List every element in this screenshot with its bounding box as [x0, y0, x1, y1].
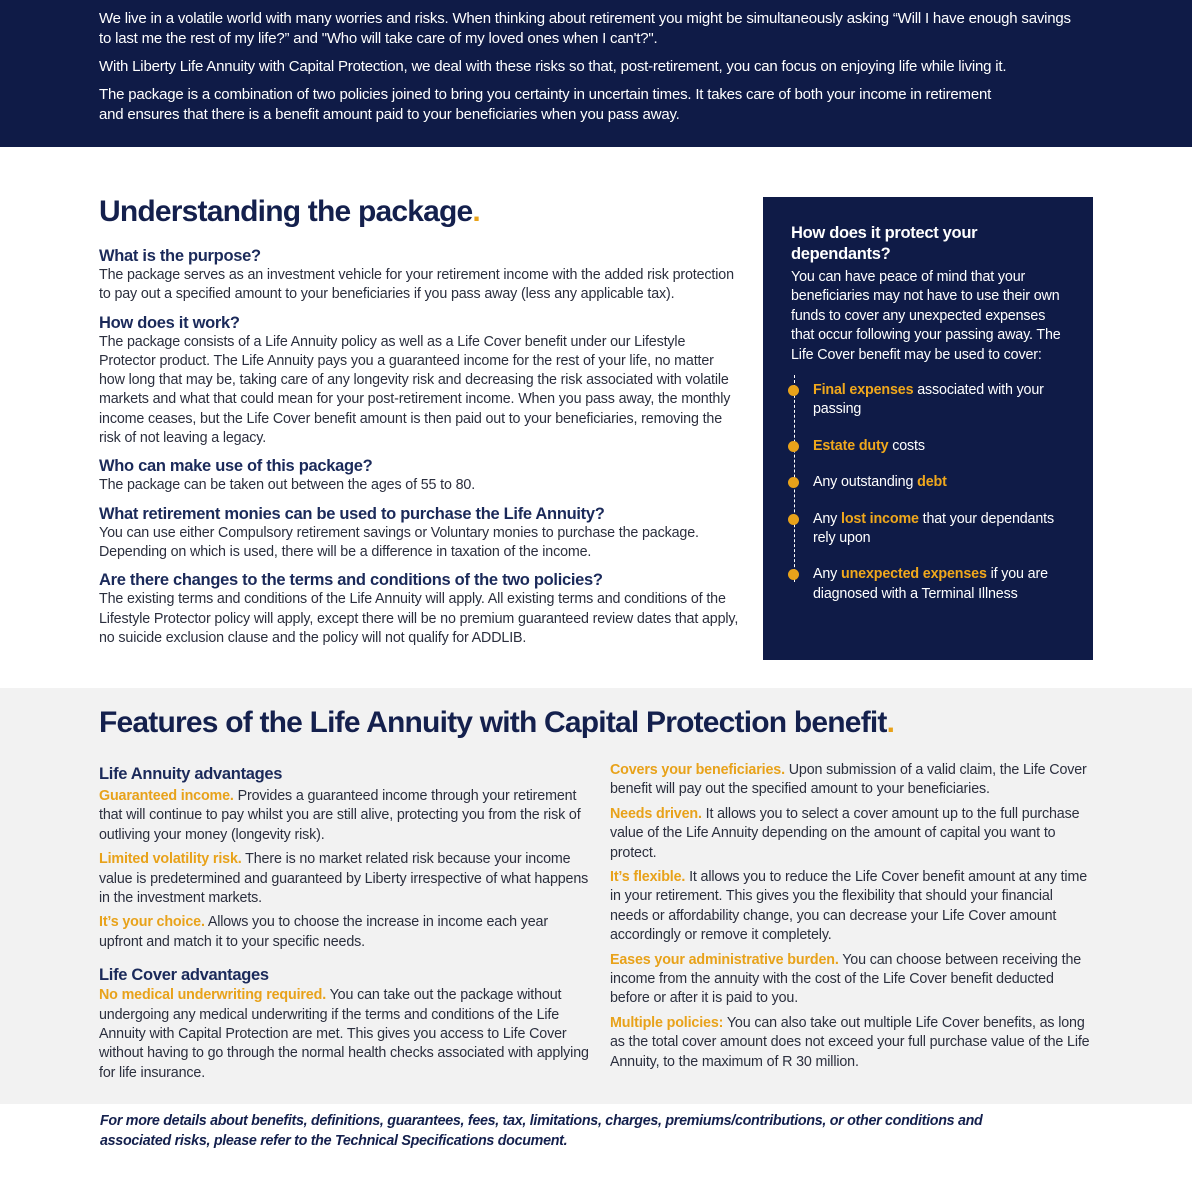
feature-item: Covers your beneficiaries. Upon submission of a valid claim, the Life Cover benefit will pay out the specified amount to your beneficiaries.	[610, 762, 1087, 798]
callout-bullet: Any outstanding debt	[813, 473, 1068, 492]
bullet-highlight: Final expenses	[813, 382, 914, 399]
features-right-column	[610, 761, 1090, 1077]
bullet-dot-icon	[788, 514, 799, 525]
features-left-column	[99, 763, 589, 1088]
feature-label: Eases your administrative burden.	[610, 951, 839, 968]
feature-label: Covers your beneficiaries.	[610, 762, 785, 778]
feature-item: Guaranteed income. Provides a guaranteed income through your retirement that will continue to pay whilst you are still alive, protecting you from the risk of outliving your money (longevity risk).	[99, 788, 581, 843]
bullet-dot-icon	[788, 569, 799, 580]
faq-answer: The package can be taken out between the ages of 55 to 80.	[99, 477, 476, 494]
faq-answer: The package consists of a Life Annuity policy as well as a Life Cover benefit under our Lifestyle Protector product. The Life Annuity pays you a guaranteed income for the rest of your life, no matter how long that may be, taking care of any longevity risk and decreasing the risk associated with volatile markets and what that could mean for your post-retirement income. When you pass away, the monthly income ceases, but the Life Cover benefit amount is then paid out to your beneficiaries, removing the risk of not leaving a legacy.	[99, 333, 731, 447]
title-accent-dot: .	[472, 195, 480, 228]
faq-question: Are there changes to the terms and conditions of the two policies?	[99, 571, 603, 590]
bullet-highlight: unexpected expenses	[841, 566, 987, 583]
faq-item	[99, 570, 739, 648]
faq-item	[99, 504, 739, 563]
feature-label: Limited volatility risk.	[99, 851, 242, 868]
callout-bullet: Estate duty costs	[813, 437, 1068, 456]
feature-label: It’s flexible.	[610, 869, 686, 886]
feature-label: Multiple policies:	[610, 1014, 724, 1031]
features-title: Features of the Life Annuity with Capital Protection benefit.	[99, 706, 895, 739]
faq-item	[99, 456, 739, 495]
faq-item	[99, 313, 739, 449]
callout-title: How does it protect your dependants?	[791, 224, 978, 263]
callout-bullet: Final expenses associated with your passing	[813, 381, 1068, 420]
feature-item: Needs driven. It allows you to select a cover amount up to the full purchase value of the Life Annuity depending on the amount of capital you want to protect.	[610, 805, 1080, 861]
title-accent-dot: .	[886, 706, 895, 739]
feature-label: Needs driven.	[610, 805, 702, 822]
feature-item: Eases your administrative burden. You can choose between receiving the income from the annuity with the cost of the Life Cover benefit deducted before or after it is paid to you.	[610, 951, 1082, 1007]
feature-item: It’s your choice. Allows you to choose the increase in income each year upfront and match it to your specific needs.	[99, 914, 548, 950]
dependants-callout	[763, 197, 1093, 660]
understanding-title: Understanding the package.	[99, 195, 480, 228]
intro-band	[0, 0, 1192, 147]
faq-answer: You can use either Compulsory retirement savings or Voluntary monies to purchase the package. Depending on which is used, there will be a difference in taxation of the income.	[99, 524, 699, 560]
bullet-dot-icon	[788, 477, 799, 488]
intro-paragraph: We live in a volatile world with many worries and risks. When thinking about retirement you might be simultaneously asking “Will I have enough savings to last me the rest of my life?” and "Who will take care of my loved ones when I can't?".	[99, 10, 1071, 47]
callout-bullet-list	[791, 381, 1069, 604]
feature-label: It’s your choice.	[99, 914, 205, 931]
feature-item: Limited volatility risk. There is no market related risk because your income value is predetermined and guaranteed by Liberty irrespective of what happens in the investment markets.	[99, 851, 589, 907]
bullet-highlight: lost income	[841, 510, 919, 527]
faq-answer: The package serves as an investment vehicle for your retirement income with the added risk protection to pay out a specified amount to your beneficiaries if you pass away (less any applicable tax).	[99, 267, 734, 303]
intro-paragraph: With Liberty Life Annuity with Capital Protection, we deal with these risks so that, post-retirement, you can focus on enjoying life while living it.	[99, 58, 1007, 75]
bullet-highlight: debt	[917, 474, 947, 491]
faq-question: How does it work?	[99, 313, 240, 332]
faq-question: Who can make use of this package?	[99, 457, 373, 476]
faq-question: What is the purpose?	[99, 247, 261, 265]
callout-body: You can have peace of mind that your beneficiaries may not have to use their own funds to cover any unexpected expenses that occur following your passing away. The Life Cover benefit may be used to cover:	[791, 269, 1061, 363]
bullet-dot-icon	[788, 385, 799, 396]
life-annuity-heading: Life Annuity advantages	[99, 765, 283, 783]
faq-item	[99, 246, 739, 305]
faq-answer: The existing terms and conditions of the Life Annuity will apply. All existing terms and conditions of the Lifestyle Protector policy will apply, except there will be no premium guaranteed review dates that apply, no suicide exclusion clause and the policy will not qualify for ADDLIB.	[99, 591, 739, 646]
feature-label: Guaranteed income.	[99, 788, 234, 804]
feature-item: It’s flexible. It allows you to reduce the Life Cover benefit amount at any time in your retirement. This gives you the flexibility that should your financial needs or affordability change, you can decrease your Life Cover amount accordingly or remove it completely.	[610, 869, 1088, 944]
faq-question: What retirement monies can be used to purchase the Life Annuity?	[99, 504, 605, 523]
feature-item: No medical underwriting required. You can take out the package without undergoing any medical underwriting if the terms and conditions of the Life Annuity with Capital Protection are met. This gives you access to Life Cover without having to go through the normal health checks associated with applying for life insurance.	[99, 987, 589, 1081]
bullet-dot-icon	[788, 441, 799, 452]
life-cover-heading: Life Cover advantages	[99, 966, 269, 985]
feature-label: No medical underwriting required.	[99, 987, 327, 1004]
feature-item: Multiple policies: You can also take out multiple Life Cover benefits, as long as the total cover amount does not exceed your full purchase value of the Life Annuity, to the maximum of R 30 million.	[610, 1014, 1090, 1070]
features-section	[0, 688, 1192, 1104]
intro-paragraph: The package is a combination of two policies joined to bring you certainty in uncertain times. It takes care of both your income in retirement and ensures that there is a benefit amount paid to your beneficiaries when you pass away.	[99, 86, 992, 123]
callout-bullet: Any unexpected expenses if you are diagnosed with a Terminal Illness	[813, 565, 1068, 604]
bullet-highlight: Estate duty	[813, 437, 889, 454]
callout-bullet: Any lost income that your dependants rely upon	[813, 510, 1068, 549]
understanding-section	[99, 192, 739, 656]
disclaimer-footnote: For more details about benefits, definitions, guarantees, fees, tax, limitations, charges, premiums/contributions, or other conditions and associated risks, please refer to the Technical Specifications document.	[100, 1113, 983, 1149]
